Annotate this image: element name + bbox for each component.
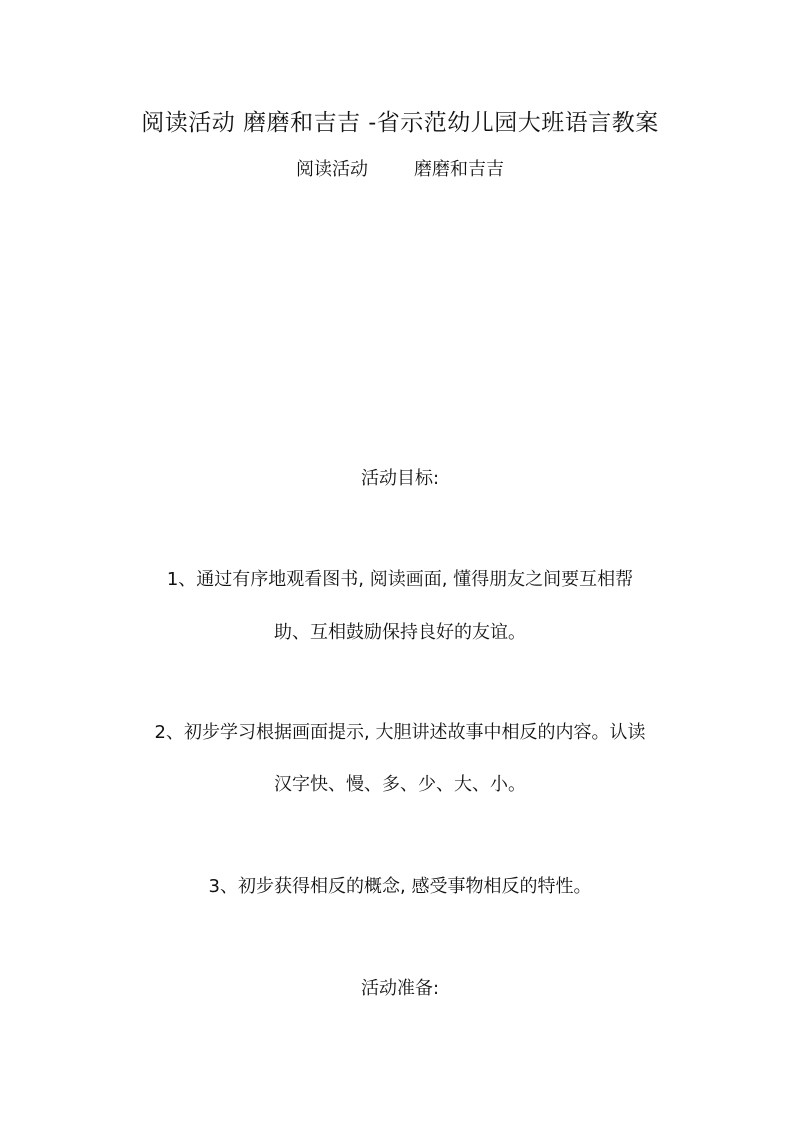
goal-1-line-2: 助、互相鼓励保持良好的友谊。	[274, 622, 526, 643]
preparation-heading: 活动准备:	[360, 978, 440, 999]
document-title: 阅读活动 磨磨和吉吉 -省示范幼儿园大班语言教案	[141, 110, 659, 136]
subtitle-part-activity: 阅读活动	[296, 159, 368, 180]
goal-2-line-1: 2、初步学习根据画面提示, 大胆讲述故事中相反的内容。认读	[154, 722, 646, 743]
subtitle-part-name: 磨磨和吉吉	[414, 159, 504, 180]
goal-1-line-1: 1、通过有序地观看图书, 阅读画面, 懂得朋友之间要互相帮	[166, 569, 634, 590]
goal-3-line-1: 3、初步获得相反的概念, 感受事物相反的特性。	[208, 876, 592, 897]
goals-heading: 活动目标:	[360, 468, 440, 489]
document-subtitle	[0, 156, 800, 184]
goal-2-line-2: 汉字快、慢、多、少、大、小。	[274, 774, 526, 795]
